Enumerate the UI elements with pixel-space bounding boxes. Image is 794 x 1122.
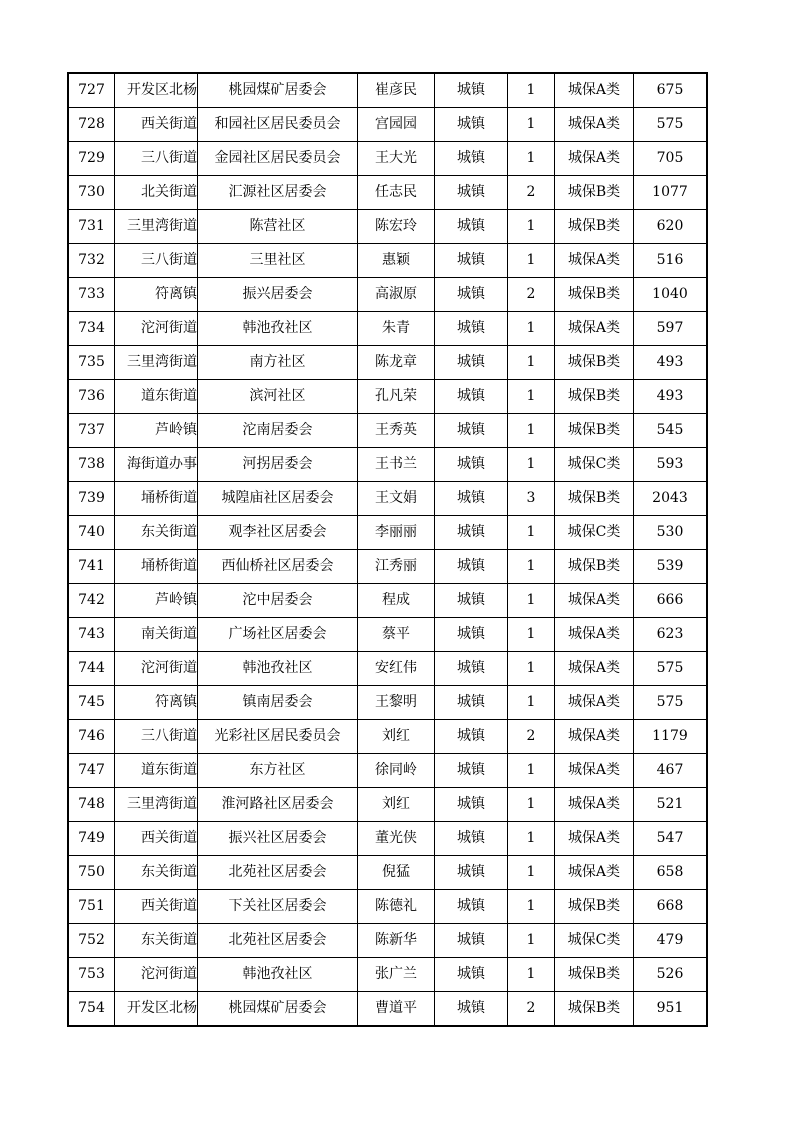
community-cell: 振兴居委会 bbox=[198, 278, 358, 312]
table-row bbox=[68, 278, 707, 312]
community-cell: 下关社区居委会 bbox=[198, 890, 358, 924]
table-row bbox=[68, 516, 707, 550]
street-cell-text: 沱河街道 bbox=[141, 966, 197, 982]
street-cell-text: 三八街道 bbox=[141, 728, 197, 744]
row-number-cell: 746 bbox=[68, 720, 115, 754]
row-number-cell: 729 bbox=[68, 142, 115, 176]
street-cell bbox=[115, 754, 198, 788]
person-name-cell: 王文娟 bbox=[358, 482, 435, 516]
community-cell: 韩池孜社区 bbox=[198, 652, 358, 686]
member-count-cell: 1 bbox=[508, 856, 555, 890]
street-cell bbox=[115, 516, 198, 550]
household-type-cell: 城镇 bbox=[435, 754, 508, 788]
table-row bbox=[68, 890, 707, 924]
table-row bbox=[68, 312, 707, 346]
amount-cell: 467 bbox=[634, 754, 708, 788]
household-type-cell: 城镇 bbox=[435, 516, 508, 550]
member-count-cell: 1 bbox=[508, 414, 555, 448]
community-cell: 西仙桥社区居委会 bbox=[198, 550, 358, 584]
person-name-cell: 安红伟 bbox=[358, 652, 435, 686]
member-count-cell: 2 bbox=[508, 278, 555, 312]
person-name-cell: 李丽丽 bbox=[358, 516, 435, 550]
amount-cell: 516 bbox=[634, 244, 708, 278]
member-count-cell: 1 bbox=[508, 618, 555, 652]
street-cell bbox=[115, 856, 198, 890]
person-name-cell: 宫园园 bbox=[358, 108, 435, 142]
row-number-cell: 741 bbox=[68, 550, 115, 584]
street-cell bbox=[115, 890, 198, 924]
table-row bbox=[68, 346, 707, 380]
table-row bbox=[68, 584, 707, 618]
row-number-cell: 727 bbox=[68, 73, 115, 108]
household-type-cell: 城镇 bbox=[435, 822, 508, 856]
amount-cell: 951 bbox=[634, 992, 708, 1027]
table-row bbox=[68, 176, 707, 210]
street-cell-text: 东关街道 bbox=[141, 864, 197, 880]
amount-cell: 545 bbox=[634, 414, 708, 448]
table-row bbox=[68, 618, 707, 652]
table-row bbox=[68, 958, 707, 992]
household-type-cell: 城镇 bbox=[435, 890, 508, 924]
amount-cell: 479 bbox=[634, 924, 708, 958]
street-cell bbox=[115, 618, 198, 652]
table-row bbox=[68, 244, 707, 278]
table-row bbox=[68, 448, 707, 482]
household-type-cell: 城镇 bbox=[435, 108, 508, 142]
community-cell: 汇源社区居委会 bbox=[198, 176, 358, 210]
row-number-cell: 753 bbox=[68, 958, 115, 992]
person-name-cell: 程成 bbox=[358, 584, 435, 618]
community-cell: 光彩社区居民委员会 bbox=[198, 720, 358, 754]
category-cell: 城保A类 bbox=[555, 244, 634, 278]
member-count-cell: 1 bbox=[508, 312, 555, 346]
person-name-cell: 任志民 bbox=[358, 176, 435, 210]
category-cell: 城保B类 bbox=[555, 958, 634, 992]
household-type-cell: 城镇 bbox=[435, 652, 508, 686]
street-cell-text: 三里湾街道 bbox=[127, 354, 197, 370]
table-row bbox=[68, 788, 707, 822]
household-type-cell: 城镇 bbox=[435, 346, 508, 380]
category-cell: 城保C类 bbox=[555, 924, 634, 958]
person-name-cell: 王大光 bbox=[358, 142, 435, 176]
household-type-cell: 城镇 bbox=[435, 380, 508, 414]
row-number-cell: 748 bbox=[68, 788, 115, 822]
category-cell: 城保A类 bbox=[555, 686, 634, 720]
member-count-cell: 2 bbox=[508, 720, 555, 754]
member-count-cell: 3 bbox=[508, 482, 555, 516]
amount-cell: 668 bbox=[634, 890, 708, 924]
household-type-cell: 城镇 bbox=[435, 788, 508, 822]
street-cell bbox=[115, 176, 198, 210]
person-name-cell: 崔彦民 bbox=[358, 73, 435, 108]
amount-cell: 575 bbox=[634, 686, 708, 720]
amount-cell: 539 bbox=[634, 550, 708, 584]
category-cell: 城保A类 bbox=[555, 652, 634, 686]
community-cell: 三里社区 bbox=[198, 244, 358, 278]
person-name-cell: 刘红 bbox=[358, 720, 435, 754]
member-count-cell: 1 bbox=[508, 73, 555, 108]
member-count-cell: 2 bbox=[508, 992, 555, 1027]
street-cell bbox=[115, 992, 198, 1027]
community-cell: 韩池孜社区 bbox=[198, 958, 358, 992]
household-type-cell: 城镇 bbox=[435, 448, 508, 482]
street-cell-text: 东关街道 bbox=[141, 932, 197, 948]
table-row bbox=[68, 754, 707, 788]
street-cell-text: 西关街道 bbox=[141, 898, 197, 914]
row-number-cell: 732 bbox=[68, 244, 115, 278]
person-name-cell: 董光侠 bbox=[358, 822, 435, 856]
community-cell: 沱中居委会 bbox=[198, 584, 358, 618]
row-number-cell: 749 bbox=[68, 822, 115, 856]
household-type-cell: 城镇 bbox=[435, 482, 508, 516]
street-cell bbox=[115, 550, 198, 584]
street-cell-text: 开发区北杨 bbox=[127, 82, 197, 98]
row-number-cell: 731 bbox=[68, 210, 115, 244]
person-name-cell: 曹道平 bbox=[358, 992, 435, 1027]
table-row bbox=[68, 550, 707, 584]
row-number-cell: 743 bbox=[68, 618, 115, 652]
person-name-cell: 江秀丽 bbox=[358, 550, 435, 584]
table-row bbox=[68, 720, 707, 754]
community-cell: 北苑社区居委会 bbox=[198, 924, 358, 958]
household-type-cell: 城镇 bbox=[435, 924, 508, 958]
category-cell: 城保A类 bbox=[555, 618, 634, 652]
street-cell bbox=[115, 584, 198, 618]
community-cell: 金园社区居民委员会 bbox=[198, 142, 358, 176]
street-cell-text: 道东街道 bbox=[141, 762, 197, 778]
row-number-cell: 744 bbox=[68, 652, 115, 686]
category-cell: 城保B类 bbox=[555, 992, 634, 1027]
street-cell-text: 芦岭镇 bbox=[155, 592, 197, 608]
street-cell-text: 西关街道 bbox=[141, 116, 197, 132]
street-cell bbox=[115, 414, 198, 448]
street-cell bbox=[115, 108, 198, 142]
person-name-cell: 王秀英 bbox=[358, 414, 435, 448]
row-number-cell: 745 bbox=[68, 686, 115, 720]
category-cell: 城保A类 bbox=[555, 822, 634, 856]
person-name-cell: 倪猛 bbox=[358, 856, 435, 890]
street-cell bbox=[115, 652, 198, 686]
table-row bbox=[68, 414, 707, 448]
street-cell-text: 西关街道 bbox=[141, 830, 197, 846]
street-cell-text: 三八街道 bbox=[141, 252, 197, 268]
community-cell: 淮河路社区居委会 bbox=[198, 788, 358, 822]
amount-cell: 530 bbox=[634, 516, 708, 550]
person-name-cell: 高淑原 bbox=[358, 278, 435, 312]
table-row bbox=[68, 686, 707, 720]
person-name-cell: 张广兰 bbox=[358, 958, 435, 992]
member-count-cell: 1 bbox=[508, 890, 555, 924]
community-cell: 桃园煤矿居委会 bbox=[198, 992, 358, 1027]
member-count-cell: 1 bbox=[508, 380, 555, 414]
member-count-cell: 1 bbox=[508, 244, 555, 278]
household-type-cell: 城镇 bbox=[435, 686, 508, 720]
member-count-cell: 1 bbox=[508, 924, 555, 958]
street-cell-text: 符离镇 bbox=[155, 694, 197, 710]
amount-cell: 597 bbox=[634, 312, 708, 346]
street-cell-text: 道东街道 bbox=[141, 388, 197, 404]
member-count-cell: 1 bbox=[508, 822, 555, 856]
table-row bbox=[68, 856, 707, 890]
community-cell: 韩池孜社区 bbox=[198, 312, 358, 346]
amount-cell: 2043 bbox=[634, 482, 708, 516]
street-cell bbox=[115, 788, 198, 822]
amount-cell: 521 bbox=[634, 788, 708, 822]
street-cell bbox=[115, 958, 198, 992]
street-cell bbox=[115, 312, 198, 346]
community-cell: 滨河社区 bbox=[198, 380, 358, 414]
beneficiary-table bbox=[67, 72, 708, 1027]
person-name-cell: 孔凡荣 bbox=[358, 380, 435, 414]
amount-cell: 593 bbox=[634, 448, 708, 482]
community-cell: 河拐居委会 bbox=[198, 448, 358, 482]
category-cell: 城保B类 bbox=[555, 890, 634, 924]
street-cell bbox=[115, 278, 198, 312]
household-type-cell: 城镇 bbox=[435, 210, 508, 244]
amount-cell: 620 bbox=[634, 210, 708, 244]
table-row bbox=[68, 210, 707, 244]
household-type-cell: 城镇 bbox=[435, 73, 508, 108]
household-type-cell: 城镇 bbox=[435, 550, 508, 584]
category-cell: 城保B类 bbox=[555, 210, 634, 244]
table-row bbox=[68, 482, 707, 516]
street-cell-text: 埇桥街道 bbox=[141, 558, 197, 574]
household-type-cell: 城镇 bbox=[435, 584, 508, 618]
household-type-cell: 城镇 bbox=[435, 176, 508, 210]
community-cell: 桃园煤矿居委会 bbox=[198, 73, 358, 108]
member-count-cell: 1 bbox=[508, 686, 555, 720]
community-cell: 东方社区 bbox=[198, 754, 358, 788]
household-type-cell: 城镇 bbox=[435, 618, 508, 652]
person-name-cell: 王书兰 bbox=[358, 448, 435, 482]
row-number-cell: 738 bbox=[68, 448, 115, 482]
row-number-cell: 734 bbox=[68, 312, 115, 346]
household-type-cell: 城镇 bbox=[435, 312, 508, 346]
row-number-cell: 739 bbox=[68, 482, 115, 516]
person-name-cell: 朱青 bbox=[358, 312, 435, 346]
household-type-cell: 城镇 bbox=[435, 244, 508, 278]
category-cell: 城保B类 bbox=[555, 176, 634, 210]
person-name-cell: 陈新华 bbox=[358, 924, 435, 958]
member-count-cell: 1 bbox=[508, 788, 555, 822]
category-cell: 城保C类 bbox=[555, 448, 634, 482]
category-cell: 城保B类 bbox=[555, 414, 634, 448]
street-cell bbox=[115, 482, 198, 516]
category-cell: 城保B类 bbox=[555, 278, 634, 312]
member-count-cell: 1 bbox=[508, 754, 555, 788]
community-cell: 广场社区居委会 bbox=[198, 618, 358, 652]
category-cell: 城保A类 bbox=[555, 108, 634, 142]
community-cell: 城隍庙社区居委会 bbox=[198, 482, 358, 516]
street-cell bbox=[115, 822, 198, 856]
category-cell: 城保B类 bbox=[555, 550, 634, 584]
category-cell: 城保B类 bbox=[555, 482, 634, 516]
street-cell-text: 埇桥街道 bbox=[141, 490, 197, 506]
street-cell bbox=[115, 73, 198, 108]
row-number-cell: 737 bbox=[68, 414, 115, 448]
amount-cell: 675 bbox=[634, 73, 708, 108]
community-cell: 南方社区 bbox=[198, 346, 358, 380]
community-cell: 镇南居委会 bbox=[198, 686, 358, 720]
row-number-cell: 728 bbox=[68, 108, 115, 142]
table-body bbox=[68, 73, 707, 1026]
street-cell-text: 三八街道 bbox=[141, 150, 197, 166]
amount-cell: 493 bbox=[634, 380, 708, 414]
member-count-cell: 2 bbox=[508, 176, 555, 210]
community-cell: 陈营社区 bbox=[198, 210, 358, 244]
street-cell-text: 三里湾街道 bbox=[127, 218, 197, 234]
street-cell bbox=[115, 720, 198, 754]
person-name-cell: 王黎明 bbox=[358, 686, 435, 720]
category-cell: 城保A类 bbox=[555, 788, 634, 822]
table-row bbox=[68, 822, 707, 856]
row-number-cell: 754 bbox=[68, 992, 115, 1027]
category-cell: 城保C类 bbox=[555, 516, 634, 550]
row-number-cell: 733 bbox=[68, 278, 115, 312]
person-name-cell: 陈宏玲 bbox=[358, 210, 435, 244]
community-cell: 和园社区居民委员会 bbox=[198, 108, 358, 142]
row-number-cell: 752 bbox=[68, 924, 115, 958]
member-count-cell: 1 bbox=[508, 652, 555, 686]
community-cell: 观李社区居委会 bbox=[198, 516, 358, 550]
amount-cell: 705 bbox=[634, 142, 708, 176]
member-count-cell: 1 bbox=[508, 584, 555, 618]
street-cell bbox=[115, 210, 198, 244]
street-cell-text: 沱河街道 bbox=[141, 320, 197, 336]
household-type-cell: 城镇 bbox=[435, 958, 508, 992]
member-count-cell: 1 bbox=[508, 142, 555, 176]
category-cell: 城保A类 bbox=[555, 142, 634, 176]
household-type-cell: 城镇 bbox=[435, 992, 508, 1027]
street-cell bbox=[115, 448, 198, 482]
household-type-cell: 城镇 bbox=[435, 720, 508, 754]
category-cell: 城保A类 bbox=[555, 720, 634, 754]
category-cell: 城保B类 bbox=[555, 380, 634, 414]
person-name-cell: 陈龙章 bbox=[358, 346, 435, 380]
category-cell: 城保A类 bbox=[555, 312, 634, 346]
table-row bbox=[68, 380, 707, 414]
household-type-cell: 城镇 bbox=[435, 414, 508, 448]
row-number-cell: 740 bbox=[68, 516, 115, 550]
row-number-cell: 751 bbox=[68, 890, 115, 924]
row-number-cell: 730 bbox=[68, 176, 115, 210]
amount-cell: 493 bbox=[634, 346, 708, 380]
street-cell bbox=[115, 380, 198, 414]
amount-cell: 666 bbox=[634, 584, 708, 618]
amount-cell: 623 bbox=[634, 618, 708, 652]
household-type-cell: 城镇 bbox=[435, 142, 508, 176]
category-cell: 城保A类 bbox=[555, 73, 634, 108]
table-row bbox=[68, 108, 707, 142]
community-cell: 北苑社区居委会 bbox=[198, 856, 358, 890]
street-cell bbox=[115, 346, 198, 380]
street-cell-text: 芦岭镇 bbox=[155, 422, 197, 438]
amount-cell: 575 bbox=[634, 652, 708, 686]
category-cell: 城保A类 bbox=[555, 584, 634, 618]
amount-cell: 1179 bbox=[634, 720, 708, 754]
category-cell: 城保A类 bbox=[555, 754, 634, 788]
table-row bbox=[68, 73, 707, 108]
person-name-cell: 惠颖 bbox=[358, 244, 435, 278]
person-name-cell: 徐同岭 bbox=[358, 754, 435, 788]
member-count-cell: 1 bbox=[508, 448, 555, 482]
row-number-cell: 750 bbox=[68, 856, 115, 890]
member-count-cell: 1 bbox=[508, 550, 555, 584]
member-count-cell: 1 bbox=[508, 958, 555, 992]
member-count-cell: 1 bbox=[508, 346, 555, 380]
street-cell bbox=[115, 142, 198, 176]
street-cell-text: 沱河街道 bbox=[141, 660, 197, 676]
table-row bbox=[68, 924, 707, 958]
row-number-cell: 736 bbox=[68, 380, 115, 414]
street-cell-text: 南关街道 bbox=[141, 626, 197, 642]
street-cell-text: 海街道办事 bbox=[127, 456, 197, 472]
person-name-cell: 蔡平 bbox=[358, 618, 435, 652]
community-cell: 振兴社区居委会 bbox=[198, 822, 358, 856]
street-cell bbox=[115, 924, 198, 958]
amount-cell: 1040 bbox=[634, 278, 708, 312]
amount-cell: 526 bbox=[634, 958, 708, 992]
category-cell: 城保B类 bbox=[555, 346, 634, 380]
amount-cell: 547 bbox=[634, 822, 708, 856]
table-row bbox=[68, 142, 707, 176]
person-name-cell: 陈德礼 bbox=[358, 890, 435, 924]
household-type-cell: 城镇 bbox=[435, 278, 508, 312]
row-number-cell: 747 bbox=[68, 754, 115, 788]
row-number-cell: 735 bbox=[68, 346, 115, 380]
street-cell-text: 开发区北杨 bbox=[127, 1000, 197, 1016]
amount-cell: 658 bbox=[634, 856, 708, 890]
person-name-cell: 刘红 bbox=[358, 788, 435, 822]
street-cell bbox=[115, 244, 198, 278]
street-cell-text: 北关街道 bbox=[141, 184, 197, 200]
amount-cell: 575 bbox=[634, 108, 708, 142]
community-cell: 沱南居委会 bbox=[198, 414, 358, 448]
table-row bbox=[68, 652, 707, 686]
category-cell: 城保A类 bbox=[555, 856, 634, 890]
amount-cell: 1077 bbox=[634, 176, 708, 210]
member-count-cell: 1 bbox=[508, 516, 555, 550]
street-cell-text: 东关街道 bbox=[141, 524, 197, 540]
street-cell-text: 符离镇 bbox=[155, 286, 197, 302]
member-count-cell: 1 bbox=[508, 108, 555, 142]
member-count-cell: 1 bbox=[508, 210, 555, 244]
table-row bbox=[68, 992, 707, 1027]
household-type-cell: 城镇 bbox=[435, 856, 508, 890]
row-number-cell: 742 bbox=[68, 584, 115, 618]
street-cell bbox=[115, 686, 198, 720]
street-cell-text: 三里湾街道 bbox=[127, 796, 197, 812]
